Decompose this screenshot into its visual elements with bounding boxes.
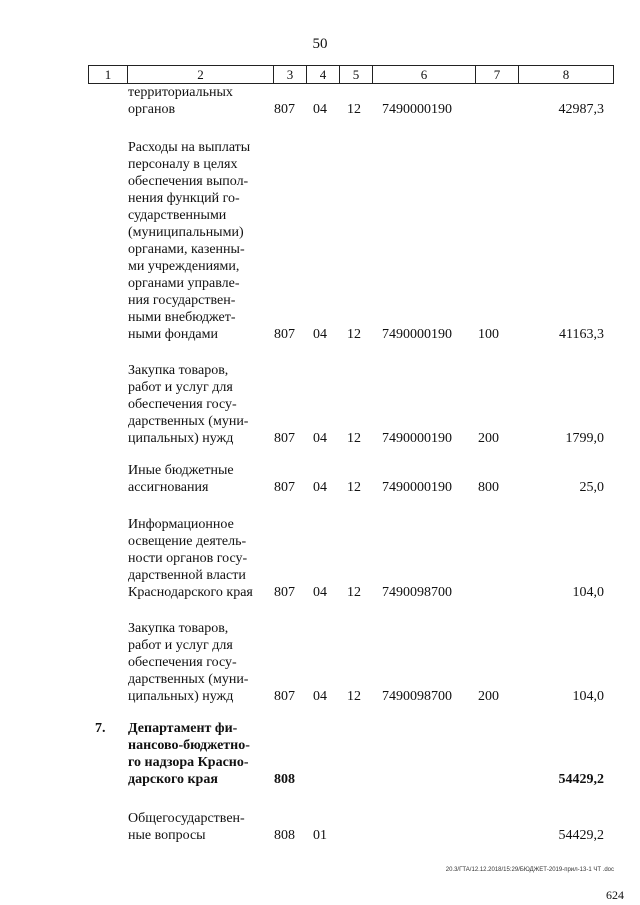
row-description — [128, 810, 261, 844]
description-line: работ и услуг для — [128, 638, 233, 653]
description-line: дарского края — [128, 772, 218, 787]
cell-col-3: 807 — [274, 431, 295, 446]
description-line: дарственных (муни- — [128, 414, 249, 429]
cell-col-8: 104,0 — [572, 585, 604, 600]
cell-col-5: 12 — [347, 102, 361, 117]
cell-col-5: 12 — [347, 327, 361, 342]
cell-col-7: 800 — [478, 480, 499, 495]
description-line: ассигнования — [128, 480, 209, 495]
page-number: 50 — [312, 36, 328, 52]
description-line: дарственной власти — [128, 568, 246, 583]
row-description — [128, 620, 261, 705]
header-col-5: 5 — [340, 66, 373, 83]
cell-col-6: 7490000190 — [382, 102, 452, 117]
header-col-6: 6 — [373, 66, 476, 83]
cell-col-7: 100 — [478, 327, 499, 342]
description-line: Закупка товаров, — [128, 363, 229, 378]
header-col-2: 2 — [128, 66, 274, 83]
cell-col-5: 12 — [347, 480, 361, 495]
cell-col-8: 41163,3 — [559, 327, 604, 342]
row-description — [128, 84, 261, 118]
description-line: органов — [128, 102, 176, 117]
header-col-3: 3 — [274, 66, 307, 83]
cell-col-5: 12 — [347, 431, 361, 446]
row-number: 7. — [95, 721, 106, 736]
row-description — [128, 139, 261, 343]
cell-col-3: 808 — [274, 772, 295, 787]
cell-col-3: 807 — [274, 689, 295, 704]
cell-col-6: 7490098700 — [382, 585, 452, 600]
cell-col-4: 04 — [313, 102, 327, 117]
description-line: Расходы на выплаты — [128, 140, 251, 155]
description-line: Департамент фи- — [128, 721, 238, 736]
cell-col-8: 25,0 — [579, 480, 604, 495]
description-line: территориальных — [128, 85, 233, 100]
cell-col-3: 807 — [274, 327, 295, 342]
description-line: сударственными — [128, 208, 227, 223]
table-header — [88, 65, 614, 84]
description-line: Закупка товаров, — [128, 621, 229, 636]
cell-col-4: 04 — [313, 585, 327, 600]
description-line: ными фондами — [128, 327, 219, 342]
cell-col-8: 1799,0 — [565, 431, 604, 446]
description-line: ми учреждениями, — [128, 259, 240, 274]
cell-col-4: 04 — [313, 431, 327, 446]
cell-col-4: 04 — [313, 327, 327, 342]
description-line: Общегосударствен- — [128, 811, 245, 826]
row-description — [128, 720, 261, 788]
header-col-8: 8 — [562, 67, 570, 82]
description-line: нения функций го- — [128, 191, 240, 206]
description-line: работ и услуг для — [128, 380, 233, 395]
row-description — [128, 462, 261, 496]
footer-file-path: 20.3/ГТА/12.12.2018/15:29/БЮДЖЕТ-2019-прил-13-1 ЧТ .doc — [445, 867, 614, 873]
header-col-1: 1 — [89, 66, 128, 83]
description-line: обеспечения выпол- — [128, 174, 249, 189]
corner-number: 624 — [606, 888, 624, 902]
description-line: ные вопросы — [128, 828, 206, 843]
description-line: ными внебюджет- — [128, 310, 236, 325]
description-line: нансово-бюджетно- — [128, 738, 250, 753]
description-line: органами, казенны- — [128, 242, 245, 257]
description-line: ности органов госу- — [128, 551, 248, 566]
description-line: Краснодарского края — [128, 585, 253, 600]
row-description — [128, 362, 261, 447]
row-description — [128, 516, 261, 601]
header-col-7: 7 — [476, 66, 519, 83]
cell-col-6: 7490000190 — [382, 327, 452, 342]
cell-col-6: 7490098700 — [382, 689, 452, 704]
cell-col-3: 807 — [274, 102, 295, 117]
description-line: Иные бюджетные — [128, 463, 234, 478]
cell-col-4: 04 — [313, 480, 327, 495]
cell-col-5: 12 — [347, 585, 361, 600]
description-line: ния государствен- — [128, 293, 236, 308]
cell-col-5: 12 — [347, 689, 361, 704]
cell-col-6: 7490000190 — [382, 431, 452, 446]
description-line: органами управле- — [128, 276, 240, 291]
cell-col-8: 54429,2 — [558, 772, 604, 787]
description-line: ципальных) нужд — [128, 689, 234, 704]
description-line: Информационное — [128, 517, 234, 532]
description-line: обеспечения госу- — [128, 397, 237, 412]
cell-col-4: 04 — [313, 689, 327, 704]
cell-col-8: 54429,2 — [558, 828, 604, 843]
description-line: обеспечения госу- — [128, 655, 237, 670]
description-line: (муниципальными) — [128, 225, 244, 240]
cell-col-4: 01 — [313, 828, 327, 843]
cell-col-7: 200 — [478, 689, 499, 704]
cell-col-3: 808 — [274, 828, 295, 843]
cell-col-3: 807 — [274, 480, 295, 495]
description-line: ципальных) нужд — [128, 431, 234, 446]
description-line: освещение деятель- — [128, 534, 247, 549]
description-line: го надзора Красно- — [128, 755, 249, 770]
description-line: персоналу в целях — [128, 157, 238, 172]
cell-col-7: 200 — [478, 431, 499, 446]
header-col-4: 4 — [307, 66, 340, 83]
cell-col-3: 807 — [274, 585, 295, 600]
description-line: дарственных (муни- — [128, 672, 249, 687]
cell-col-8: 42987,3 — [558, 102, 604, 117]
cell-col-8: 104,0 — [572, 689, 604, 704]
cell-col-6: 7490000190 — [382, 480, 452, 495]
